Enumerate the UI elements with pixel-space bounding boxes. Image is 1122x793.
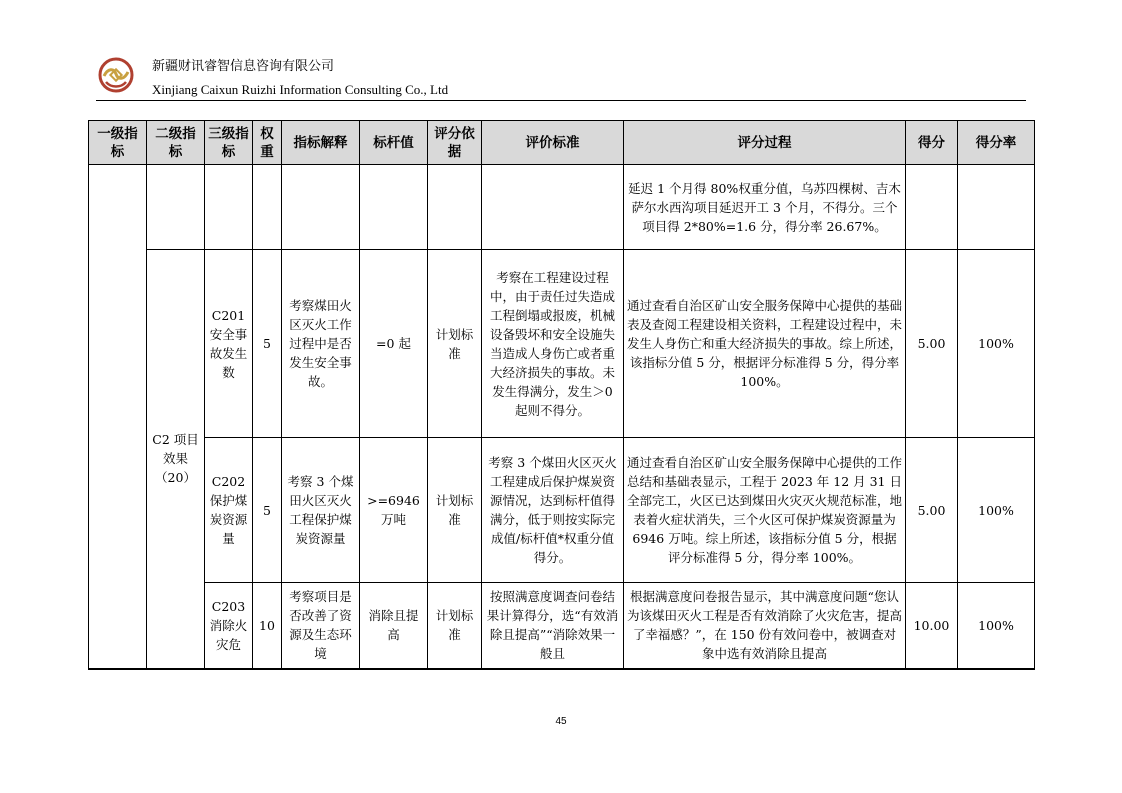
table-row (89, 583, 1035, 669)
company-name-en: Xinjiang Caixun Ruizhi Information Consulting Co., Ltd (152, 82, 449, 97)
level2-cell (147, 165, 205, 250)
explanation-cell (282, 165, 360, 250)
process-cell: 通过查看自治区矿山安全服务保障中心提供的工作总结和基础表显示，工程于 2023 年 12 月 31 日全部完工，火区已达到煤田火灾灭火规范标准，地表着火症状消失，三个火区可保护煤炭资源量为 6946 万吨。综上所述，该指标分值 5 分，根据评分标准得 5 分，得分率 100%。 (624, 438, 906, 583)
criteria-cell (482, 165, 624, 250)
weight-cell (253, 165, 282, 250)
process-cell: 延迟 1 个月得 80%权重分值，乌苏四棵树、吉木萨尔水西沟项目延迟开工 3 个月，不得分。三个项目得 2*80%=1.6 分，得分率 26.67%。 (624, 165, 906, 250)
company-logo (96, 56, 136, 96)
level1-cell (89, 165, 147, 669)
basis-cell (428, 165, 482, 250)
criteria-cell: 考察在工程建设过程中，由于责任过失造成工程倒塌或报废，机械设备毁坏和安全设施失当造成人身伤亡或者重大经济损失的事故。未发生得满分，发生＞0 起则不得分。 (482, 250, 624, 438)
score-cell: 10.00 (906, 583, 958, 669)
explanation-cell: 考察 3 个煤田火区灭火工程保护煤炭资源量 (282, 438, 360, 583)
explanation-cell: 考察项目是否改善了资源及生态环境 (282, 583, 360, 669)
table-header-row (89, 121, 1035, 165)
level3-cell: C203 消除火灾危 (205, 583, 253, 669)
rate-cell: 100% (958, 250, 1035, 438)
benchmark-cell: 消除且提高 (360, 583, 428, 669)
basis-cell: 计划标准 (428, 250, 482, 438)
process-cell: 根据满意度问卷报告显示，其中满意度问题“您认为该煤田灭火工程是否有效消除了火灾危害，提高了幸福感？”，在 150 份有效问卷中，被调查对象中选有效消除且提高 (624, 583, 906, 669)
basis-cell: 计划标准 (428, 583, 482, 669)
process-cell: 通过查看自治区矿山安全服务保障中心提供的基础表及查阅工程建设相关资料，工程建设过程中，未发生人身伤亡和重大经济损失的事故。综上所述，该指标分值 5 分，根据评分标准得 5 分，得分率 100%。 (624, 250, 906, 438)
col-header-score: 得分 (906, 121, 958, 165)
col-header-benchmark: 标杆值 (360, 121, 428, 165)
col-header-level2: 二级指标 (147, 121, 205, 165)
page-header (96, 56, 1026, 102)
level2-cell: C2 项目效果（20） (147, 250, 205, 669)
level3-cell: C201 安全事故发生数 (205, 250, 253, 438)
score-cell: 5.00 (906, 250, 958, 438)
col-header-weight: 权重 (253, 121, 282, 165)
rate-cell: 100% (958, 438, 1035, 583)
rate-cell: 100% (958, 583, 1035, 669)
level3-cell (205, 165, 253, 250)
basis-cell: 计划标准 (428, 438, 482, 583)
weight-cell: 5 (253, 250, 282, 438)
table-row (89, 438, 1035, 583)
col-header-rate: 得分率 (958, 121, 1035, 165)
benchmark-cell: >=6946 万吨 (360, 438, 428, 583)
col-header-process: 评分过程 (624, 121, 906, 165)
score-cell: 5.00 (906, 438, 958, 583)
weight-cell: 10 (253, 583, 282, 669)
table-row (89, 165, 1035, 250)
header-divider (96, 100, 1026, 101)
table-row (89, 250, 1035, 438)
criteria-cell: 按照满意度调查问卷结果计算得分，选“有效消除且提高”“消除效果一般且 (482, 583, 624, 669)
score-cell (906, 165, 958, 250)
rate-cell (958, 165, 1035, 250)
page-number: 45 (555, 716, 567, 727)
explanation-cell: 考察煤田火区灭火工作过程中是否发生安全事故。 (282, 250, 360, 438)
col-header-criteria: 评价标准 (482, 121, 624, 165)
evaluation-table (88, 120, 1035, 670)
weight-cell: 5 (253, 438, 282, 583)
company-name-cn: 新疆财讯睿智信息咨询有限公司 (152, 59, 335, 74)
benchmark-cell: =0 起 (360, 250, 428, 438)
col-header-basis: 评分依据 (428, 121, 482, 165)
level3-cell: C202 保护煤炭资源量 (205, 438, 253, 583)
col-header-explanation: 指标解释 (282, 121, 360, 165)
criteria-cell: 考察 3 个煤田火区灭火工程建成后保护煤炭资源情况，达到标杆值得满分，低于则按实际完成值/标杆值*权重分值得分。 (482, 438, 624, 583)
col-header-level3: 三级指标 (205, 121, 253, 165)
benchmark-cell (360, 165, 428, 250)
col-header-level1: 一级指标 (89, 121, 147, 165)
